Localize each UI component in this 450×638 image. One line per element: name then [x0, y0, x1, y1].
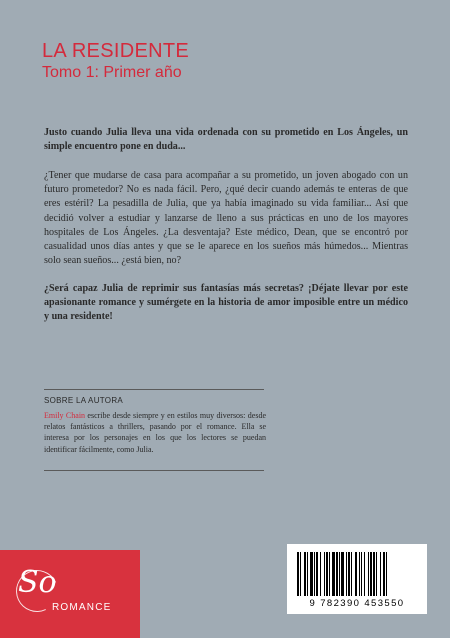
- blurb-lead: Justo cuando Julia lleva una vida ordenada con su prometido en Los Ángeles, un simple encuentro pone en duda...: [44, 127, 408, 153]
- blurb-body: ¿Tener que mudarse de casa para acompañar a su prometido, un joven abogado con un futuro prometedor? No es nada fácil. Pero, ¿qué decir cuando además te enteras de que eres estéril? La pesadilla de Julia, que ya había imaginado su vida familiar... Así que decidió volver a estudiar y lanzarse de lleno a sus prácticas en uno de los mayores hospitales de Los Ángeles. ¿La desventaja? Este médico, Dean, que se encontró por casualidad unos días antes y que se le aparece en los sueños más húmedos... Mientras solo sean sueños... ¿está bien, no?: [44, 170, 408, 267]
- blurb-closing: ¿Será capaz Julia de reprimir sus fantasías más secretas? ¡Déjate llevar por este apasionante romance y sumérgete en la historia de amor imposible entre un médico y una residente!: [44, 283, 408, 323]
- barcode-bars-icon: [295, 552, 419, 596]
- barcode-digits: 9 782390 453550: [309, 598, 405, 609]
- book-title: LA RESIDENTE: [42, 40, 189, 62]
- logo-word: ROMANCE: [52, 602, 112, 613]
- author-name: Emily Chain: [44, 411, 86, 420]
- book-subtitle: Tomo 1: Primer año: [42, 64, 182, 81]
- divider-bottom: [44, 470, 264, 471]
- about-heading: SOBRE LA AUTORA: [44, 396, 124, 405]
- divider-top: [44, 389, 264, 390]
- about-description: escribe desde siempre y en estilos muy diversos: desde relatos fantásticos a thrillers, pasando por el romance. Ella se interesa por los personajes en los que los lectores se puedan identificar fácilmente, como Julia.: [44, 411, 266, 454]
- publisher-logo: [0, 550, 140, 638]
- logo-mark: So: [18, 565, 57, 600]
- about-text: [44, 410, 266, 455]
- barcode: [287, 544, 427, 614]
